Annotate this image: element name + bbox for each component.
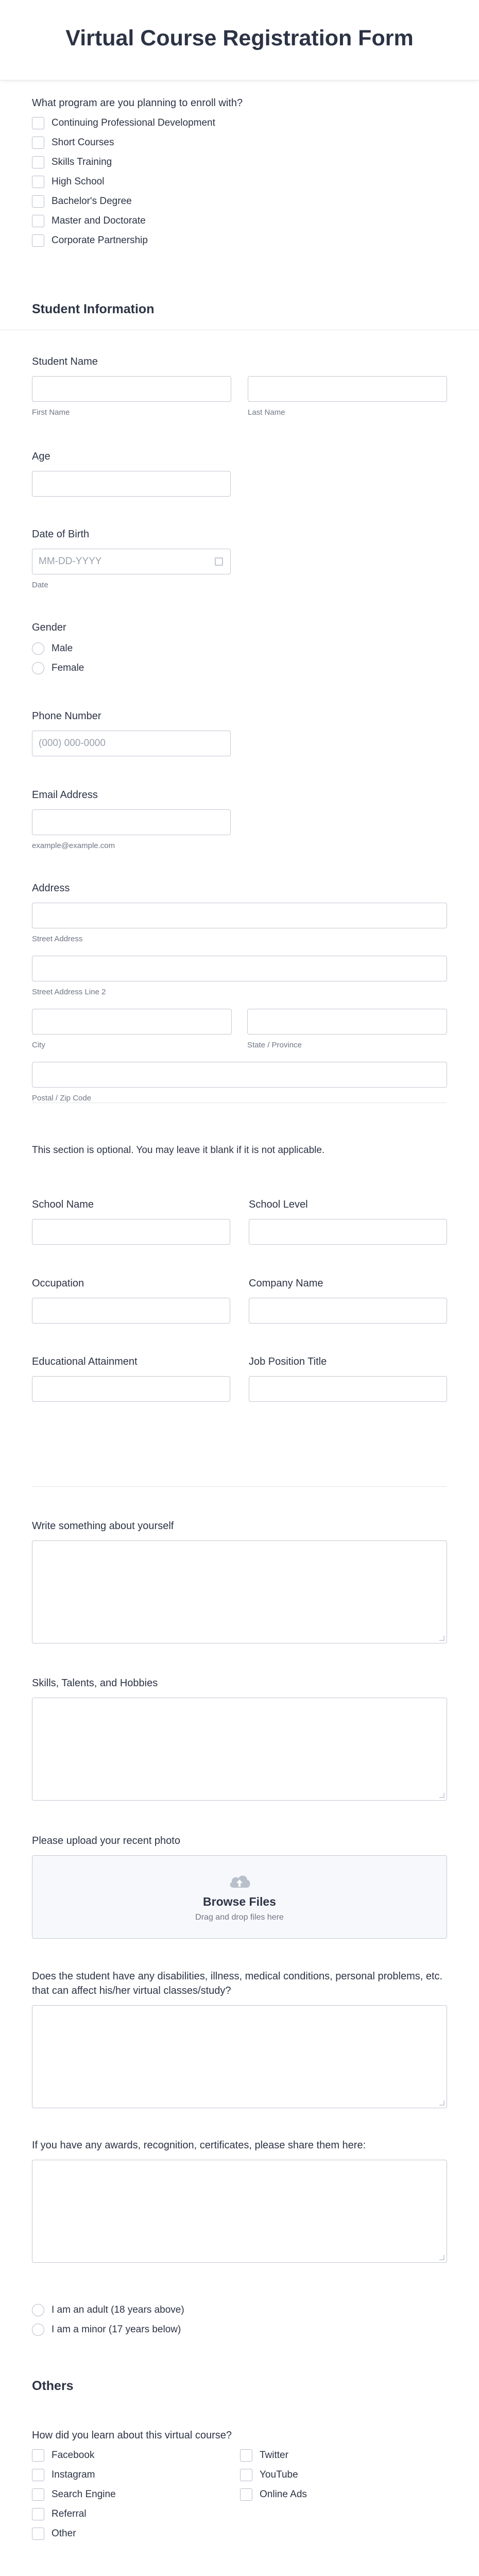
checkbox[interactable] [32,156,44,168]
radio[interactable] [32,642,44,655]
sublabel: Street Address [32,935,83,943]
sublabel: Postal / Zip Code [32,1094,92,1103]
phone-field [32,709,447,756]
section-title: Student Information [32,302,155,316]
street-address-2-input[interactable] [32,956,447,981]
optional-note-text: This section is optional. You may leave it blank if it is not applicable. [32,1145,325,1156]
sublabel: First Name [32,408,70,417]
field-label: Company Name [249,1278,323,1289]
field-label: Address [32,883,70,894]
checkbox[interactable] [32,215,44,227]
dob-field [32,527,447,589]
first-name-input[interactable] [32,376,231,402]
about-textarea[interactable] [32,1540,447,1643]
field-label: Phone Number [32,710,101,722]
source-options-left [32,2446,240,2544]
street-address-input[interactable] [32,903,447,928]
sublabel: Date [32,581,48,589]
age-option-adult[interactable]: I am an adult (18 years above) [32,2300,447,2320]
resize-handle[interactable] [439,2255,444,2260]
radio[interactable] [32,2324,44,2336]
email-input[interactable] [32,809,231,835]
program-question [32,96,447,250]
program-option-corporate[interactable]: Corporate Partnership [32,231,447,250]
address-field [32,881,447,1103]
about-field [32,1519,447,1643]
program-option-master-doctorate[interactable]: Master and Doctorate [32,211,447,231]
sublabel: State / Province [247,1041,302,1049]
skills-textarea[interactable] [32,1698,447,1801]
radio[interactable] [32,2304,44,2316]
disabilities-textarea[interactable] [32,2005,447,2108]
checkbox[interactable] [32,2449,44,2462]
student-info-section-header [32,302,447,317]
checkbox[interactable] [32,2508,44,2520]
field-label: Educational Attainment [32,1356,138,1367]
program-option-skills-training[interactable]: Skills Training [32,152,447,172]
checkbox[interactable] [240,2469,252,2481]
occupation-row [32,1276,447,1324]
education-field [32,1354,230,1402]
last-name-input[interactable] [248,376,447,402]
field-label: If you have any awards, recognition, certificates, please share them here: [32,2140,366,2151]
job-title-input[interactable] [249,1376,447,1402]
occupation-field [32,1276,230,1324]
resize-handle[interactable] [439,1793,444,1798]
resize-handle[interactable] [439,1636,444,1641]
sublabel: example@example.com [32,841,115,850]
state-input[interactable] [247,1009,447,1035]
sublabel: Last Name [248,408,285,417]
dob-input[interactable] [32,549,231,574]
school-level-input[interactable] [249,1219,447,1245]
checkbox[interactable] [32,2469,44,2481]
age-field [32,449,447,497]
photo-upload-dropzone[interactable] [32,1855,447,1939]
checkbox[interactable] [32,137,44,149]
form-title: Virtual Course Registration Form [65,26,414,50]
checkbox[interactable] [32,234,44,247]
source-option-referral[interactable]: Referral [32,2504,240,2524]
source-options-right [240,2446,307,2544]
checkbox[interactable] [32,117,44,129]
age-category-field [32,2300,447,2340]
school-level-field [249,1197,447,1245]
sublabel: City [32,1041,45,1049]
source-option-youtube[interactable]: YouTube [240,2465,307,2485]
company-field [249,1276,447,1324]
awards-textarea[interactable] [32,2160,447,2263]
school-name-input[interactable] [32,1219,230,1245]
gender-field [32,620,447,678]
program-question-label: What program are you planning to enroll with? [32,97,243,109]
optional-note [32,1145,447,1156]
cloud-upload-icon [228,1872,251,1890]
radio[interactable] [32,662,44,674]
sublabel: Street Address Line 2 [32,988,106,996]
field-label: Email Address [32,789,98,801]
resize-handle[interactable] [439,2100,444,2106]
skills-field [32,1676,447,1801]
education-row [32,1354,447,1402]
program-option-bachelors[interactable]: Bachelor's Degree [32,192,447,211]
job-title-field [249,1354,447,1402]
program-options [32,113,447,250]
checkbox[interactable] [240,2488,252,2501]
field-label: Student Name [32,356,98,367]
school-name-field [32,1197,230,1245]
zip-input[interactable] [32,1062,447,1088]
dob-placeholder: MM-DD-YYYY [39,556,102,567]
checkbox[interactable] [32,195,44,208]
field-label: Please upload your recent photo [32,1835,180,1846]
student-name-field [32,354,447,417]
field-label: Job Position Title [249,1356,327,1367]
field-label: Date of Birth [32,529,90,540]
checkbox[interactable] [240,2449,252,2462]
phone-placeholder: (000) 000-0000 [39,738,106,749]
source-option-facebook[interactable]: Facebook [32,2446,240,2465]
source-option-twitter[interactable]: Twitter [240,2446,307,2465]
field-label: Age [32,451,50,462]
field-label: School Level [249,1199,308,1210]
city-input[interactable] [32,1009,232,1035]
phone-input[interactable] [32,731,231,756]
field-label: How did you learn about this virtual course? [32,2430,232,2441]
program-option-high-school[interactable]: High School [32,172,447,192]
gender-option-male[interactable]: Male [32,639,447,658]
education-input[interactable] [32,1376,230,1402]
school-row [32,1197,447,1245]
disabilities-field [32,1969,447,2108]
checkbox[interactable] [32,2528,44,2540]
field-label: Write something about yourself [32,1520,174,1532]
occupation-input[interactable] [32,1298,230,1324]
field-label: Skills, Talents, and Hobbies [32,1677,158,1689]
program-option-cpd[interactable]: Continuing Professional Development [32,113,447,133]
calendar-icon[interactable] [215,557,223,566]
program-option-short-courses[interactable]: Short Courses [32,133,447,152]
form-header [0,0,479,80]
source-option-search-engine[interactable]: Search Engine [32,2485,240,2504]
browse-files-label[interactable]: Browse Files [203,1894,276,1908]
photo-upload-field [32,1834,447,1939]
source-option-other[interactable]: Other [32,2524,240,2544]
age-input[interactable] [32,471,231,497]
awards-field [32,2138,447,2263]
source-option-online-ads[interactable]: Online Ads [240,2485,307,2504]
drag-drop-hint: Drag and drop files here [195,1912,284,1922]
company-input[interactable] [249,1298,447,1324]
divider [32,1486,447,1487]
others-section-header [32,2379,447,2394]
checkbox[interactable] [32,2488,44,2501]
source-option-instagram[interactable]: Instagram [32,2465,240,2485]
field-label: Occupation [32,1278,84,1289]
gender-option-female[interactable]: Female [32,658,447,678]
field-label: Does the student have any disabilities, illness, medical conditions, personal problems, etc. that can affect his/her virtual classes/study? [32,1971,443,1996]
email-field [32,788,447,850]
source-field [32,2428,447,2544]
section-title: Others [32,2379,74,2393]
field-label: Gender [32,622,66,633]
checkbox[interactable] [32,176,44,188]
field-label: School Name [32,1199,94,1210]
age-option-minor[interactable]: I am a minor (17 years below) [32,2320,447,2340]
